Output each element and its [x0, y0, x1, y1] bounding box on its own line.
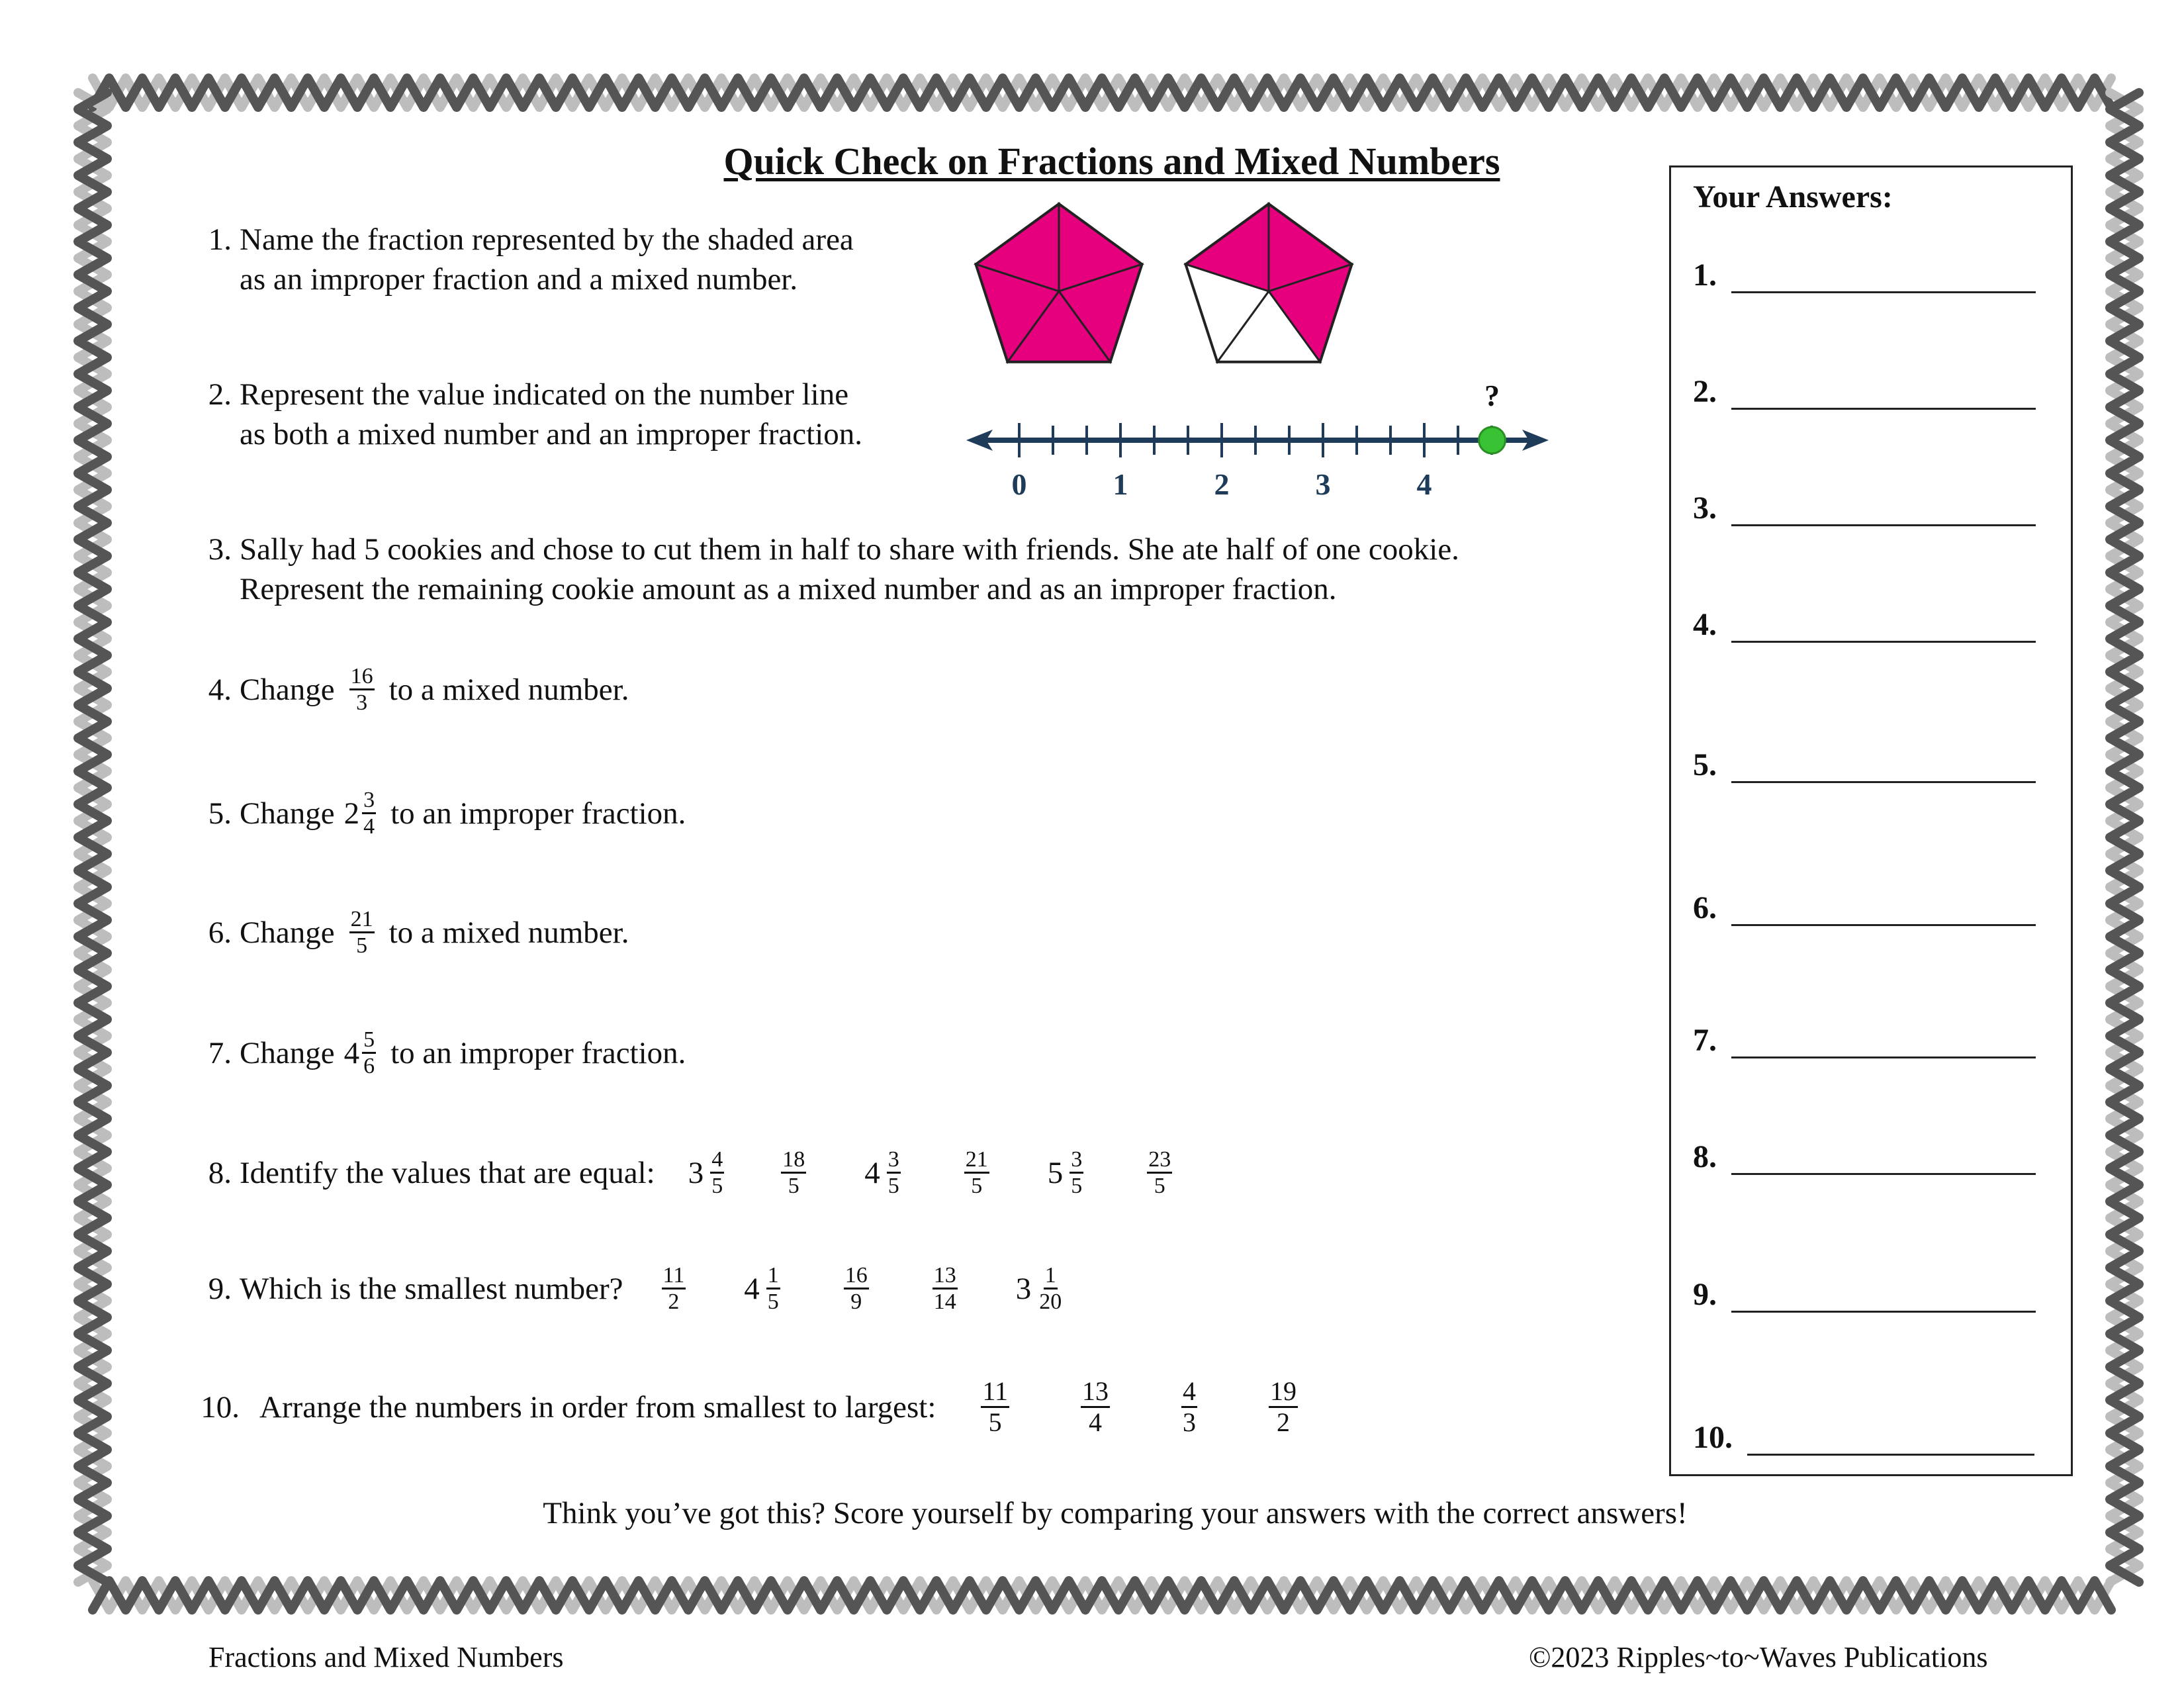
whole-number: 3: [688, 1155, 704, 1190]
whole-number: 4: [864, 1155, 880, 1190]
fraction: [781, 1147, 806, 1199]
numerator: 3: [887, 1147, 901, 1174]
numerator: 19: [1269, 1377, 1298, 1408]
question-text: as an improper fraction and a mixed number.: [240, 262, 798, 297]
fraction: [1181, 1377, 1197, 1437]
denominator: 5: [971, 1174, 983, 1199]
answer-line-8[interactable]: [1693, 1139, 2036, 1175]
value-option: [1142, 1147, 1177, 1199]
question-text: Represent the value indicated on the number line: [240, 377, 849, 412]
question-text: to an improper fraction.: [390, 796, 686, 831]
fraction: [964, 1147, 989, 1199]
fraction: [1269, 1377, 1298, 1437]
fraction: [1081, 1377, 1110, 1437]
value-option: [1048, 1147, 1089, 1199]
question-text: Represent the remaining cookie amount as a mixed number and as an improper fraction.: [240, 572, 1337, 606]
question-text: Name the fraction represented by the shaded area: [240, 222, 854, 257]
denominator: 20: [1039, 1289, 1062, 1315]
numerator: 1: [766, 1263, 780, 1289]
denominator: 2: [668, 1289, 680, 1315]
closing-message: Think you’ve got this? Score yourself by comparing your answers with the correct answers!: [543, 1496, 1688, 1530]
number-line-question-mark: ?: [1484, 381, 1500, 412]
answer-line-9[interactable]: [1693, 1276, 2036, 1313]
answer-line-10[interactable]: [1693, 1419, 2034, 1456]
answer-line-3[interactable]: [1693, 490, 2036, 526]
question-number: 4.: [208, 672, 232, 707]
question-6: [208, 907, 629, 959]
answer-blank[interactable]: [1731, 614, 2036, 643]
question-number: 8.: [208, 1155, 232, 1190]
denominator: 4: [1088, 1407, 1102, 1437]
fraction: [362, 1027, 376, 1079]
fraction: [1038, 1263, 1063, 1315]
number-line-label: 4: [1416, 467, 1432, 501]
numerator: 3: [362, 788, 376, 814]
answer-label: 2.: [1693, 374, 1717, 409]
numerator: 4: [710, 1147, 724, 1174]
numerator: 13: [1081, 1377, 1110, 1408]
numerator: 21: [964, 1147, 989, 1174]
footer-title: Fractions and Mixed Numbers: [208, 1641, 564, 1673]
answer-label: 3.: [1693, 491, 1717, 526]
answer-blank[interactable]: [1731, 1284, 2036, 1313]
question-text: Identify the values that are equal:: [240, 1155, 655, 1190]
fraction: [981, 1377, 1009, 1437]
question-10: [201, 1376, 1303, 1437]
question-8: [208, 1147, 1177, 1199]
pentagon-partially-shaded: [1185, 204, 1351, 362]
question-text: Change: [240, 796, 335, 831]
fraction: [1069, 1147, 1083, 1199]
worksheet-title: Quick Check on Fractions and Mixed Numbers: [723, 140, 1500, 183]
answer-blank[interactable]: [1747, 1427, 2034, 1456]
number-line-label: 0: [1011, 467, 1027, 501]
answer-label: 5.: [1693, 747, 1717, 782]
question-text: Change: [240, 915, 335, 950]
fraction: [1147, 1147, 1172, 1199]
answer-line-6[interactable]: [1693, 890, 2036, 926]
answer-label: 8.: [1693, 1139, 1717, 1174]
question-1: [208, 220, 854, 299]
denominator: 4: [363, 814, 375, 839]
whole-number: 2: [343, 796, 360, 831]
numerator: 3: [1069, 1147, 1083, 1174]
denominator: 5: [711, 1174, 723, 1199]
denominator: 2: [1276, 1407, 1290, 1437]
value-option: [927, 1263, 963, 1315]
answer-line-2[interactable]: [1693, 373, 2036, 410]
fraction: [844, 1263, 869, 1315]
answer-line-5[interactable]: [1693, 747, 2036, 783]
fraction: [349, 664, 375, 716]
denominator: 5: [988, 1407, 1002, 1437]
fraction: [362, 788, 376, 839]
question-number: 6.: [208, 915, 232, 950]
question-5: [208, 788, 686, 839]
numerator: 11: [981, 1377, 1009, 1408]
question-number: 10.: [201, 1389, 240, 1425]
denominator: 5: [887, 1174, 899, 1199]
fraction: [933, 1263, 958, 1315]
question-number: 2.: [208, 377, 232, 412]
fraction: [710, 1147, 724, 1199]
number-line: [966, 381, 1562, 513]
fraction: [887, 1147, 901, 1199]
denominator: 9: [850, 1289, 862, 1315]
answer-line-1[interactable]: [1693, 257, 2036, 293]
denominator: 5: [1071, 1174, 1083, 1199]
question-number: 9.: [208, 1271, 232, 1306]
denominator: 5: [1154, 1174, 1165, 1199]
question-number: 7.: [208, 1035, 232, 1070]
footer-copyright: ©2023 Ripples~to~Waves Publications: [1529, 1641, 1988, 1673]
question-number: 5.: [208, 796, 232, 831]
value-option: [959, 1147, 995, 1199]
answer-blank[interactable]: [1731, 1030, 2036, 1058]
numerator: 16: [844, 1263, 869, 1289]
numerator: 21: [349, 907, 375, 933]
numerator: 13: [933, 1263, 958, 1289]
pentagon-fully-shaded: [976, 204, 1142, 362]
numerator: 18: [781, 1147, 806, 1174]
value-option: [776, 1147, 811, 1199]
answer-label: 7.: [1693, 1023, 1717, 1058]
denominator: 14: [933, 1289, 956, 1315]
question-number: 1.: [208, 222, 232, 257]
value-option: [839, 1263, 874, 1315]
numerator: 5: [362, 1027, 376, 1054]
answer-label: 9.: [1693, 1277, 1717, 1312]
answer-blank[interactable]: [1731, 498, 2036, 526]
number-line-label: 1: [1113, 467, 1128, 501]
numerator: 1: [1044, 1263, 1058, 1289]
pentagon-figures: [966, 199, 1377, 377]
whole-number: 5: [1047, 1155, 1064, 1190]
answer-label: 4.: [1693, 607, 1717, 642]
answer-blank[interactable]: [1731, 755, 2036, 783]
indicated-point: [1479, 427, 1506, 453]
question-text: to an improper fraction.: [390, 1035, 686, 1070]
question-text: Sally had 5 cookies and chose to cut them in half to share with friends. She ate half of one cookie.: [240, 532, 1459, 567]
question-number: 3.: [208, 532, 232, 567]
answer-blank[interactable]: [1731, 1147, 2036, 1175]
denominator: 5: [788, 1174, 799, 1199]
question-text: Which is the smallest number?: [240, 1271, 623, 1306]
value-option: [1016, 1263, 1069, 1315]
question-text: to a mixed number.: [388, 915, 629, 950]
whole-number: 3: [1015, 1271, 1032, 1306]
number-line-label: 3: [1315, 467, 1331, 501]
question-text: Change: [240, 1035, 335, 1070]
numerator: 4: [1181, 1377, 1197, 1408]
question-2: [208, 375, 863, 454]
question-text: to a mixed number.: [388, 672, 629, 707]
answer-label: 10.: [1693, 1420, 1733, 1455]
answer-label: 6.: [1693, 890, 1717, 925]
question-4: [208, 664, 629, 716]
fraction: [349, 907, 375, 959]
answer-blank[interactable]: [1731, 381, 2036, 410]
denominator: 5: [356, 933, 368, 959]
number-line-label: 2: [1214, 467, 1230, 501]
answer-blank[interactable]: [1731, 265, 2036, 293]
whole-number: 4: [343, 1035, 360, 1070]
answer-line-4[interactable]: [1693, 606, 2036, 643]
question-text: Arrange the numbers in order from smallest to largest:: [259, 1389, 936, 1425]
value-option: [864, 1147, 906, 1199]
fraction: [662, 1263, 686, 1315]
denominator: 6: [363, 1054, 375, 1079]
question-9: [208, 1263, 1068, 1315]
whole-number: 4: [744, 1271, 760, 1306]
answers-title: Your Answers:: [1693, 179, 1893, 214]
numerator: 16: [349, 664, 375, 690]
value-option: [744, 1263, 786, 1315]
answer-label: 1.: [1693, 258, 1717, 293]
value-option: [688, 1147, 730, 1199]
denominator: 3: [356, 690, 368, 716]
numerator: 11: [662, 1263, 686, 1289]
answer-line-7[interactable]: [1693, 1022, 2036, 1058]
question-text: as both a mixed number and an improper fraction.: [240, 417, 863, 451]
question-3: [208, 530, 1459, 609]
denominator: 5: [767, 1289, 779, 1315]
answer-blank[interactable]: [1731, 898, 2036, 926]
question-7: [208, 1027, 686, 1079]
numerator: 23: [1147, 1147, 1172, 1174]
question-text: Change: [240, 672, 335, 707]
denominator: 3: [1182, 1407, 1196, 1437]
fraction: [766, 1263, 780, 1315]
value-option: [657, 1263, 692, 1315]
